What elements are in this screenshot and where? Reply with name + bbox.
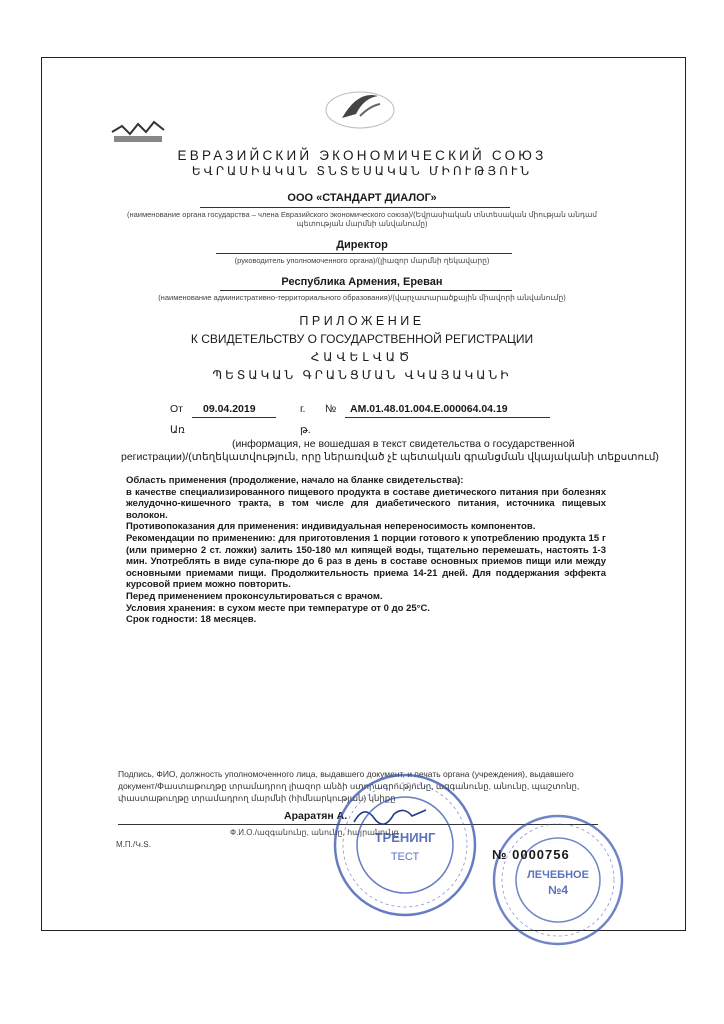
title-to-certificate: К СВИДЕТЕЛЬСТВУ О ГОСУДАРСТВЕННОЙ РЕГИСТРАЦИИ	[190, 332, 534, 346]
title-appendix: ПРИЛОЖЕНИЕ	[299, 314, 425, 328]
info-caption-1: (информация, не вошедшая в текст свидетельства о государственной	[232, 438, 575, 450]
body-recommendations: Рекомендации по применению: для приготовления 1 порции готового к употреблению продукта 15 г (или примерно 2 ст. ложки) залить 150-180 мл кипящей воды, тщательно перемешать, настоять 1-3 мин. Употреблять в виде супа-пюре до 6 раз в день в составе основных приемов пищи или между основными приемами пищи. Продолжительность приема 14-21 дней. Для поддержания эффекта курсовой прием можно повторить.	[126, 532, 606, 591]
issuer-location: Республика Армения, Ереван	[281, 276, 443, 288]
title-appendix-am: ՀԱՎԵԼՎԱԾ	[310, 350, 414, 364]
union-title-am: ԵՎՐԱՍԻԱԿԱՆ ՏՆՏԵՍԱԿԱՆ ՄԻՈՒԹՅՈՒՆ	[191, 164, 533, 178]
seal-place-label: М.П./Կ.Տ.	[116, 840, 152, 849]
body-consult: Перед применением проконсультироваться с врачом.	[126, 590, 383, 602]
barcode-mark	[108, 118, 168, 148]
eaeu-logo	[320, 80, 400, 135]
org-underline	[200, 207, 510, 208]
issuer-position: Директор	[336, 239, 388, 251]
issuer-org-name: ООО «СТАНДАРТ ДИАЛОГ»	[287, 192, 437, 204]
number-underline	[345, 417, 550, 418]
body-contraindications: Противопоказания для применения: индивидуальная непереносимость компонентов.	[126, 521, 536, 533]
stamp1-sub: ТЕСТ	[390, 851, 420, 863]
date-underline	[192, 417, 276, 418]
position-underline	[216, 253, 512, 254]
stamp2-text: ЛЕЧЕБНОЕ	[527, 869, 589, 881]
union-title-ru: ЕВРАЗИЙСКИЙ ЭКОНОМИЧЕСКИЙ СОЮЗ	[177, 148, 547, 163]
signatory-name-caption: Ф.И.О./ազգանունը, անունը, հայրանունը	[230, 828, 399, 837]
form-serial-number: № 0000756	[492, 847, 570, 862]
issuer-position-caption: (руководитель уполномоченного органа)/(լիազոր մարմնի ղեկավարը)	[234, 256, 490, 265]
body-shelf-life: Срок годности: 18 месяцев.	[126, 614, 257, 626]
year-suffix-am: թ.	[300, 424, 311, 436]
registration-number: AM.01.48.01.004.E.000064.04.19	[350, 403, 508, 415]
from-label-am: Առ	[170, 424, 185, 436]
appendix-body	[126, 475, 606, 626]
body-scope-heading: Область применения (продолжение, начало на бланке свидетельства):	[126, 475, 464, 486]
year-suffix: г.	[300, 403, 306, 415]
location-underline	[220, 290, 512, 291]
issuer-org-caption: (наименование органа государства – члена Евразийского экономического союза)/(Եվրասիական տնտեսական միության անդամ պետության մարմնի անվանումը)	[126, 210, 598, 228]
stamp1-text: ТРЕНИНГ	[374, 830, 436, 845]
signatory-name: Араратян А.	[284, 810, 348, 822]
number-label: №	[325, 403, 337, 415]
info-caption-2: регистрации)/(տեղեկատվություն, որը ներառված չէ պետական գրանցման վկայականի տեքստում)	[121, 451, 659, 463]
issuer-location-caption: (наименование административно-территориального образования)/(վարչատարածքային միավորի անվանումը)	[158, 293, 566, 302]
stamp2-sub: №4	[547, 883, 569, 897]
round-stamp-2	[488, 810, 628, 950]
registration-date: 09.04.2019	[203, 403, 256, 415]
body-scope-text: в качестве специализированного пищевого продукта в составе диетического питания при болезнях желудочно-кишечного тракта, в том числе для диабетического питания, источника пищевых волокон.	[126, 486, 606, 521]
signature-caption: Подпись, ФИО, должность уполномоченного лица, выдавшего документ, и печать органа (учреждения), выдавшего документ/Փաստաթուղթը տրամադրող լիազոր անձի ստորագրությունը, ազգանունը, անունը, պաշտոնը, փաստաթուղթը տրամադրող մարմնի (հիմնարկության) կնիքը	[118, 769, 580, 803]
from-label: От	[170, 403, 183, 415]
round-stamp-1	[330, 770, 480, 920]
title-to-certificate-am: ՊԵՏԱԿԱՆ ԳՐԱՆՑՄԱՆ ՎԿԱՅԱԿԱՆԻ	[212, 368, 512, 382]
body-storage: Условия хранения: в сухом месте при температуре от 0 до 25°C.	[126, 602, 430, 614]
